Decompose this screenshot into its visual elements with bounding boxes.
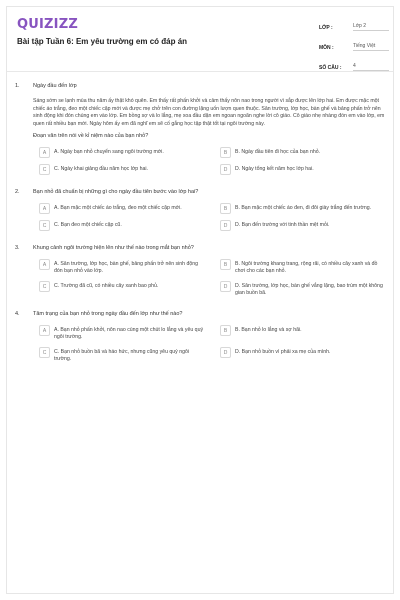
option-d[interactable] <box>220 220 387 231</box>
option-letter: A <box>39 203 50 214</box>
worksheet-header <box>7 7 393 69</box>
answer-options <box>39 203 387 231</box>
question-2 <box>15 188 387 231</box>
option-letter: D <box>220 347 231 358</box>
meta-value: Tiếng Việt <box>353 43 389 51</box>
option-text: A. Bạn mặc một chiếc áo trắng, đeo một chiếc cặp mới. <box>54 205 182 212</box>
answer-options <box>39 325 387 363</box>
question-4 <box>15 310 387 363</box>
option-letter: B <box>220 325 231 336</box>
question-text: Tâm trạng của bạn nhỏ trong ngày đầu đến lớp như thế nào? <box>33 311 183 318</box>
question-number: 4. <box>15 311 20 318</box>
meta-label: SỐ CÂU : <box>319 65 342 71</box>
meta-value: 4 <box>353 63 389 71</box>
option-letter: D <box>220 164 231 175</box>
option-letter: A <box>39 325 50 336</box>
option-a[interactable] <box>39 147 206 158</box>
answer-options <box>39 147 387 175</box>
meta-value: Lớp 2 <box>353 23 389 31</box>
option-d[interactable] <box>220 347 387 363</box>
question-text: Ngày đầu đến lớp <box>33 83 77 89</box>
option-text: C. Trường đã cũ, có nhiều cây xanh bao phủ. <box>54 283 159 290</box>
meta-label: LỚP : <box>319 25 333 31</box>
worksheet-meta <box>319 19 389 79</box>
option-c[interactable] <box>39 220 206 231</box>
option-letter: D <box>220 281 231 292</box>
meta-row-count <box>319 59 389 71</box>
question-number: 1. <box>15 83 20 89</box>
question-text: Bạn nhỏ đã chuẩn bị những gì cho ngày đầu tiên bước vào lớp hai? <box>33 189 199 196</box>
question-prompt: Đoạn văn trên nói về kỉ niệm nào của bạn nhỏ? <box>33 133 149 140</box>
option-letter: C <box>39 220 50 231</box>
option-text: A. Bạn nhỏ phấn khởi, nôn nao cùng một chút lo lắng và yêu quý ngôi trường. <box>54 327 204 341</box>
option-text: C. Bạn đeo một chiếc cặp cũ. <box>54 222 122 229</box>
quizizz-logo[interactable]: QUIZIZZ <box>17 17 78 32</box>
option-text: D. Bạn đến trường với tinh thần mệt mỏi. <box>235 222 330 229</box>
option-c[interactable] <box>39 281 206 297</box>
reading-passage: Sáng sớm se lạnh mùa thu năm ấy thật khó quên. Em thấy rất phấn khởi và cảm thấy nôn nao trong người vì sắp được lên lớp hai. Em được mặc một chiếc áo trắng, đeo một chiếc cặp mới và được mẹ chở trên con đường lặng uốn lượn quen thuộc. Sân trường, lớp học, bàn ghế và bảng phấn trở nên sinh động khi đón chúng em vào lớp. Em bồng sợ và lo lắng, mẹ xoa đầu dặn em ngoan ngoãn nghe lời cô giáo. Cô giáo nhẹ nhàng đón em vào lớp, em quen rất nhiều bạn mới. Ngày hôm ấy em đã nghĩ em sẽ cố gắng học tập thật tốt tại ngôi trường này. <box>33 98 385 127</box>
option-text: C. Bạn nhỏ buồn bã và háo hức, nhưng cũng yêu quý ngôi trường. <box>54 349 190 363</box>
meta-row-subject <box>319 39 389 51</box>
question-3 <box>15 244 387 297</box>
option-text: C. Ngày khai giảng đầu năm học lớp hai. <box>54 166 148 173</box>
question-1 <box>15 82 387 175</box>
option-text: D. Sân trường, lớp học, bàn ghế vắng lặng, bao trùm một không gian buồn bã. <box>235 283 383 297</box>
option-b[interactable] <box>220 325 387 341</box>
option-text: D. Ngày tổng kết năm học lớp hai. <box>235 166 314 173</box>
option-letter: C <box>39 164 50 175</box>
option-text: A. Ngày bạn nhỏ chuyển sang ngôi trường mới. <box>54 149 164 156</box>
option-letter: B <box>220 259 231 270</box>
option-b[interactable] <box>220 203 387 214</box>
option-a[interactable] <box>39 325 206 341</box>
option-d[interactable] <box>220 281 387 297</box>
question-number: 3. <box>15 245 20 252</box>
option-letter: D <box>220 220 231 231</box>
option-text: A. Sân trường, lớp học, bàn ghế, bảng phấn trở nên sinh động đón bạn nhỏ vào lớp. <box>54 261 199 275</box>
option-letter: A <box>39 259 50 270</box>
option-text: B. Bạn nhỏ lo lắng và sợ hãi. <box>235 327 302 334</box>
option-b[interactable] <box>220 147 387 158</box>
option-letter: C <box>39 281 50 292</box>
option-letter: C <box>39 347 50 358</box>
option-d[interactable] <box>220 164 387 175</box>
option-letter: B <box>220 203 231 214</box>
option-c[interactable] <box>39 164 206 175</box>
option-letter: A <box>39 147 50 158</box>
worksheet-title: Bài tập Tuần 6: Em yêu trường em có đáp án <box>17 37 188 46</box>
answer-options <box>39 259 387 297</box>
meta-label: MÔN : <box>319 45 334 51</box>
meta-row-class <box>319 19 389 31</box>
option-text: D. Bạn nhỏ buồn vì phải xa mẹ của mình. <box>235 349 331 356</box>
option-c[interactable] <box>39 347 206 363</box>
option-b[interactable] <box>220 259 387 275</box>
option-a[interactable] <box>39 259 206 275</box>
option-a[interactable] <box>39 203 206 214</box>
question-list <box>15 82 387 376</box>
question-text: Khung cảnh ngôi trường hiện lên như thế nào trong mắt bạn nhỏ? <box>33 245 194 252</box>
option-text: B. Ngày đầu tiên đi học của bạn nhỏ. <box>235 149 321 156</box>
question-number: 2. <box>15 189 20 196</box>
worksheet-page <box>6 6 394 594</box>
option-text: B. Bạn mặc một chiếc áo đen, đi đôi giày trắng đến trường. <box>235 205 372 212</box>
option-letter: B <box>220 147 231 158</box>
option-text: B. Ngôi trường khang trang, rộng rãi, có nhiều cây xanh và đồ chơi cho các bạn nhỏ. <box>235 261 378 275</box>
header-divider <box>7 71 393 72</box>
